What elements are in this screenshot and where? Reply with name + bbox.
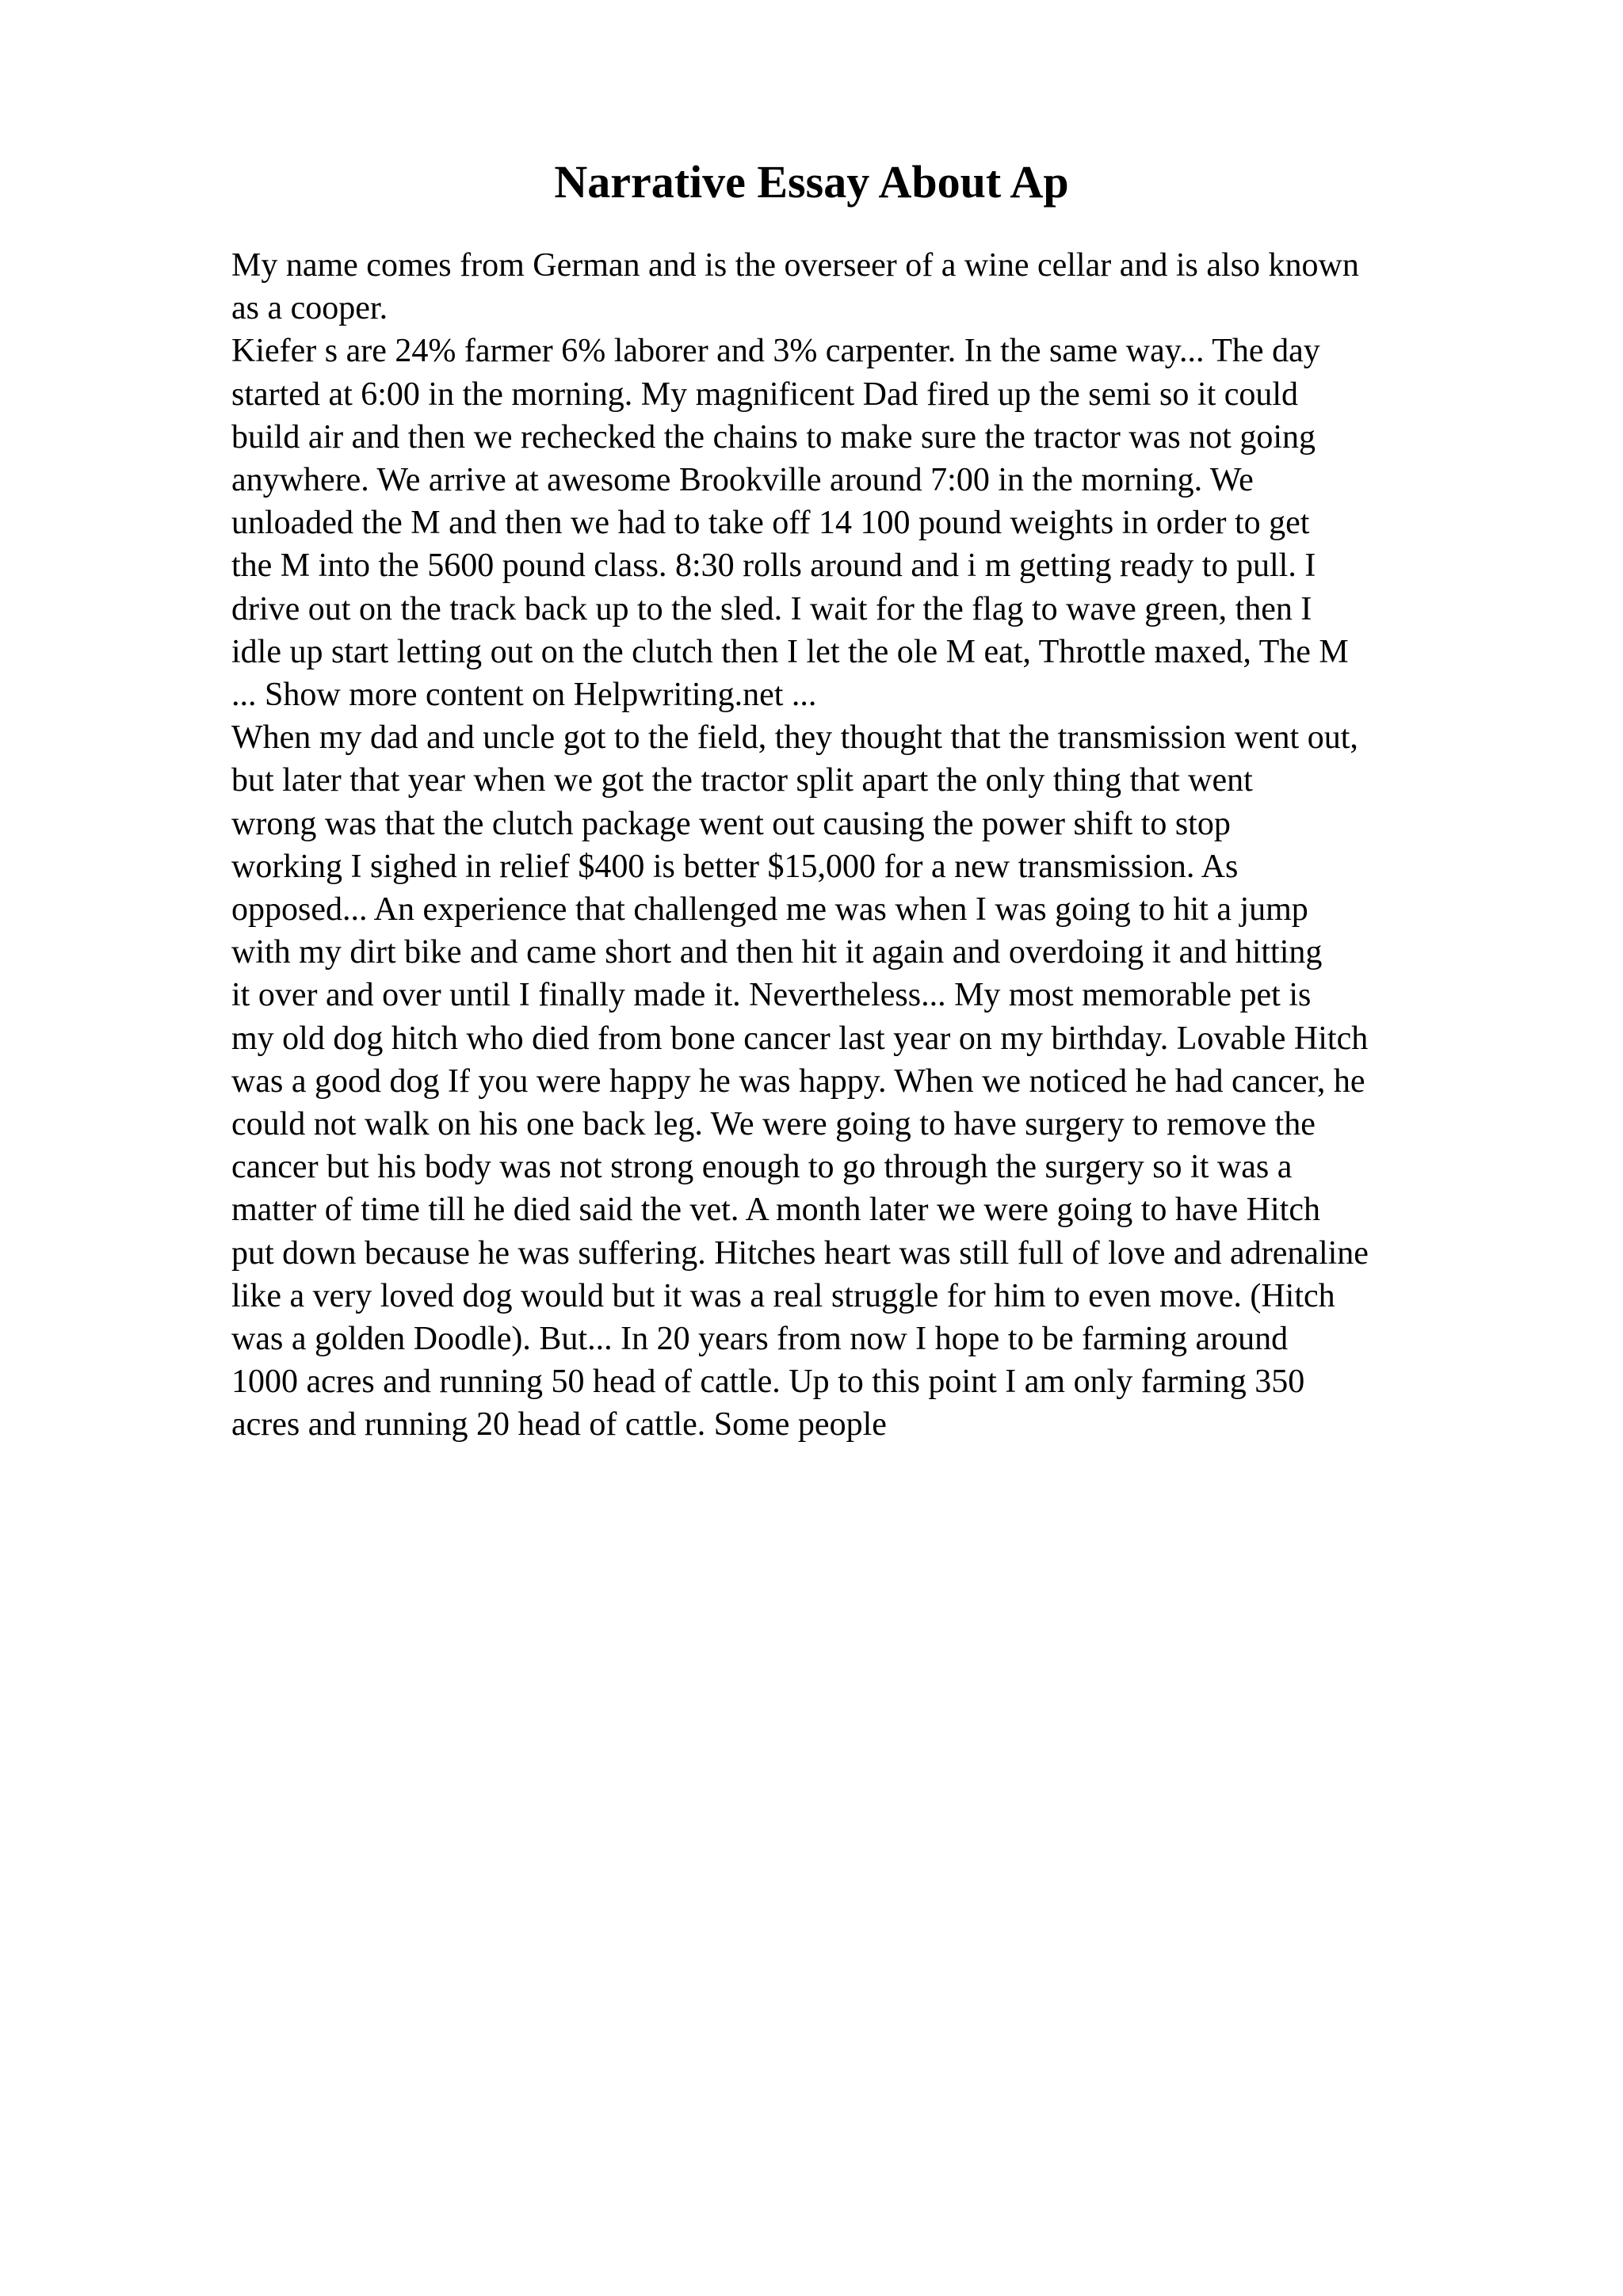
text-line: unloaded the M and then we had to take off 14 100 pound weights in order to get bbox=[231, 505, 1310, 542]
text-line: anywhere. We arrive at awesome Brookville around 7:00 in the morning. We bbox=[231, 462, 1254, 499]
text-line: My name comes from German and is the overseer of a wine cellar and is also known bbox=[231, 247, 1359, 284]
document-title: Narrative Essay About Ap bbox=[554, 156, 1069, 208]
text-line: the M into the 5600 pound class. 8:30 rolls around and i m getting ready to pull. I bbox=[231, 547, 1316, 585]
text-line: like a very loved dog would but it was a real struggle for him to even move. (Hitch bbox=[231, 1277, 1335, 1314]
text-line: working I sighed in relief $400 is better $15,000 for a new transmission. As bbox=[231, 848, 1239, 885]
text-line: my old dog hitch who died from bone cancer last year on my birthday. Lovable Hitch bbox=[231, 1020, 1369, 1057]
text-line: could not walk on his one back leg. We were going to have surgery to remove the bbox=[231, 1106, 1316, 1143]
text-line: was a good dog If you were happy he was happy. When we noticed he had cancer, he bbox=[231, 1062, 1365, 1100]
text-line: idle up start letting out on the clutch then I let the ole M eat, Throttle maxed, The M bbox=[231, 633, 1349, 670]
text-line: started at 6:00 in the morning. My magnificent Dad fired up the semi so it could bbox=[231, 376, 1299, 413]
text-line: as a cooper. bbox=[231, 290, 388, 327]
text-line: Kiefer s are 24% farmer 6% laborer and 3% carpenter. In the same way... The day bbox=[231, 333, 1320, 370]
text-line: drive out on the track back up to the sled. I wait for the flag to wave green, then I bbox=[231, 590, 1312, 627]
text-line: it over and over until I finally made it. Nevertheless... My most memorable pet is bbox=[231, 977, 1312, 1014]
text-line: ... Show more content on Helpwriting.net ... bbox=[231, 677, 817, 714]
text-line: was a golden Doodle). But... In 20 years from now I hope to be farming around bbox=[231, 1321, 1289, 1358]
document-body bbox=[231, 244, 1515, 1447]
text-line: acres and running 20 head of cattle. Some people bbox=[231, 1406, 887, 1444]
text-line: put down because he was suffering. Hitches heart was still full of love and adrenaline bbox=[231, 1234, 1369, 1272]
text-line: matter of time till he died said the vet. A month later we were going to have Hitch bbox=[231, 1192, 1320, 1229]
text-line: but later that year when we got the tractor split apart the only thing that went bbox=[231, 762, 1253, 799]
text-line: 1000 acres and running 50 head of cattle. Up to this point I am only farming 350 bbox=[231, 1363, 1305, 1401]
text-line: build air and then we rechecked the chains to make sure the tractor was not going bbox=[231, 418, 1316, 456]
text-line: wrong was that the clutch package went out causing the power shift to stop bbox=[231, 805, 1231, 842]
text-line: cancer but his body was not strong enough to go through the surgery so it was a bbox=[231, 1149, 1293, 1186]
text-line: opposed... An experience that challenged me was when I was going to hit a jump bbox=[231, 891, 1308, 929]
text-line: When my dad and uncle got to the field, they thought that the transmission went out, bbox=[231, 719, 1358, 757]
text-line: with my dirt bike and came short and then hit it again and overdoing it and hitting bbox=[231, 934, 1323, 971]
